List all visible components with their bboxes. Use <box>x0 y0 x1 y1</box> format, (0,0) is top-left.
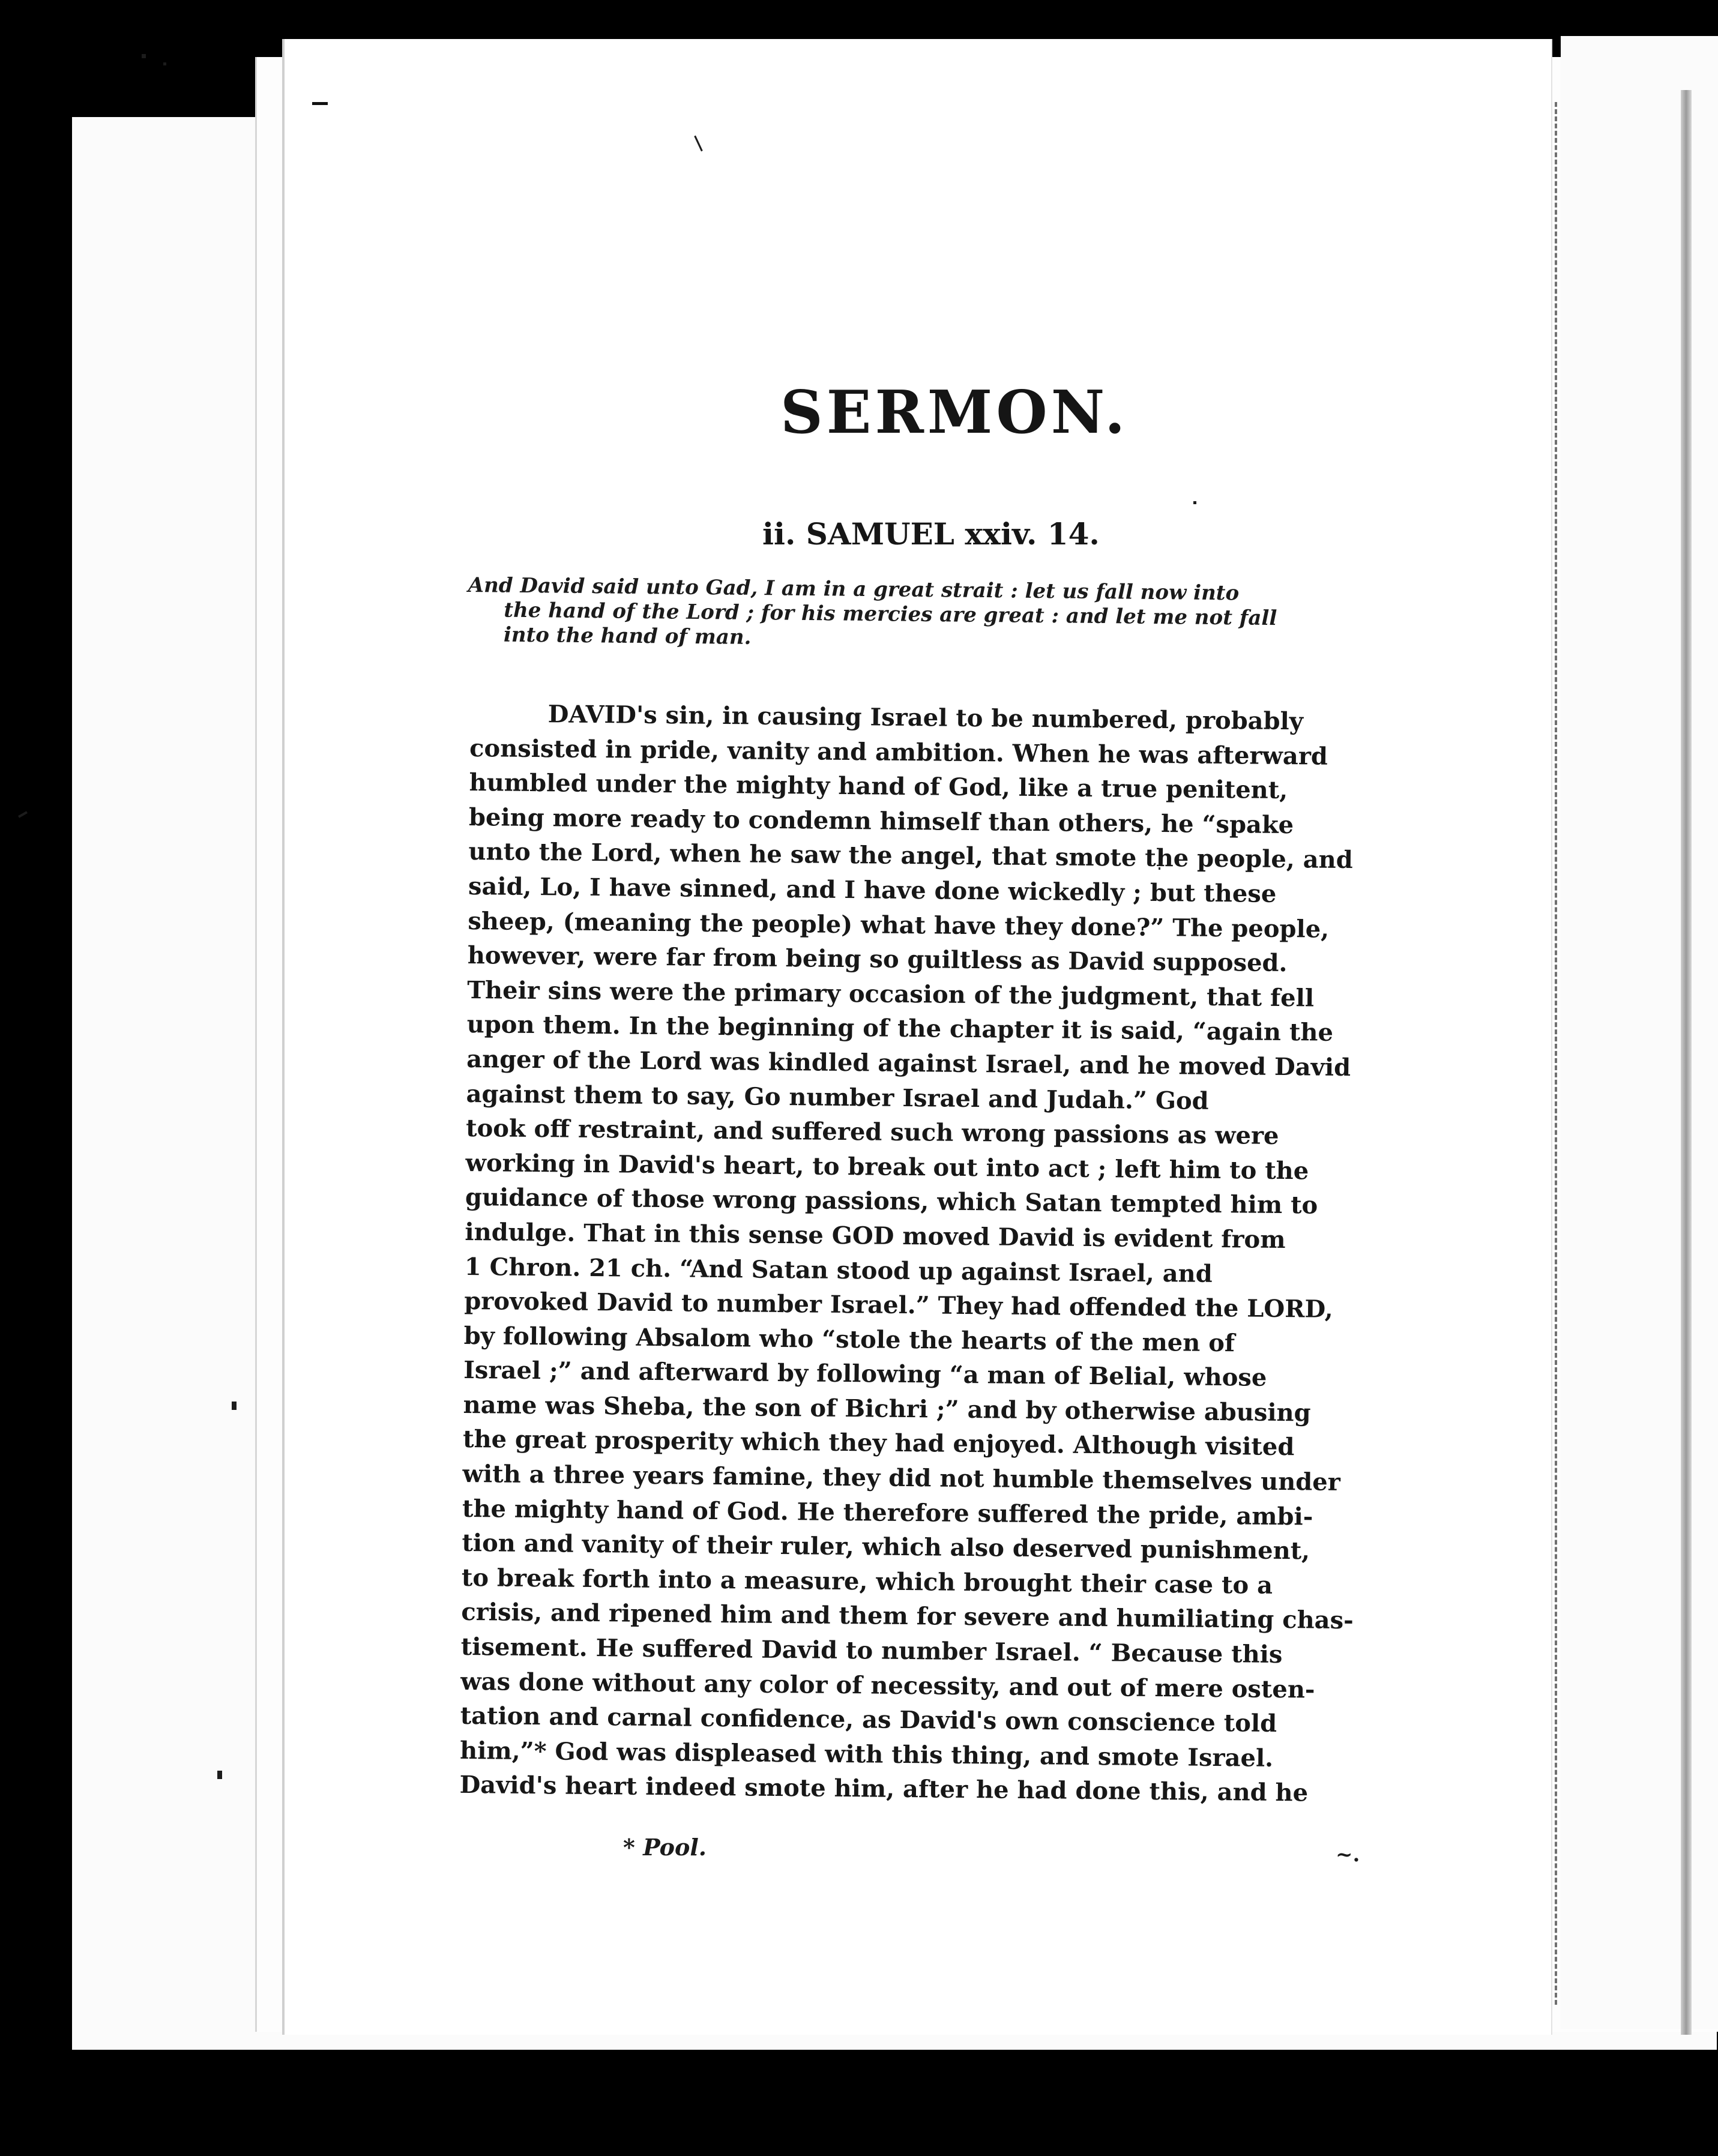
body-line: was done without any color of necessity, and out of mere osten- <box>460 1667 1315 1704</box>
body-line: said, Lo, I have sinned, and I have done wickedly ; but these <box>468 872 1277 908</box>
body-line: however, were far from being so guiltless as David supposed. <box>467 941 1288 978</box>
body-line: David's heart indeed smote him, after he had done this, and he <box>459 1771 1309 1807</box>
epigraph-line: into the hand of man. <box>503 622 752 649</box>
speck <box>18 811 28 818</box>
body-line: against them to say, Go number Israel and Judah.” God <box>466 1079 1209 1115</box>
body-line: by following Absalom who “stole the hearts of the men of <box>463 1321 1235 1357</box>
body-line: took off restraint, and suffered such wrong passions as were <box>465 1114 1279 1151</box>
body-line: tisement. He suffered David to number Israel. “ Because this <box>460 1632 1283 1669</box>
body-line: crisis, and ripened him and them for severe and humiliating chas- <box>461 1598 1354 1635</box>
body-line: being more ready to condemn himself than others, he “spake <box>468 802 1294 839</box>
speck <box>232 1402 237 1410</box>
body-line: him,”* God was displeased with this thing, and smote Israel. <box>459 1736 1274 1772</box>
catchword: ~. <box>1336 1843 1360 1867</box>
body-line: indulge. That in this sense GOD moved David is evident from <box>465 1217 1286 1254</box>
body-line: 1 Chron. 21 ch. “And Satan stood up against Israel, and <box>464 1252 1213 1288</box>
body-line: tion and vanity of their ruler, which also deserved punishment, <box>462 1529 1310 1565</box>
body-line: with a three years famine, they did not humble themselves under <box>462 1460 1341 1497</box>
body-line: sheep, (meaning the people) what have they done?” The people, <box>468 906 1330 944</box>
body-line: the great prosperity which they had enjoyed. Although visited <box>462 1425 1295 1462</box>
body-line: the mighty hand of God. He therefore suffered the pride, ambi- <box>462 1494 1313 1531</box>
body-line: upon them. In the beginning of the chapter it is said, “again the <box>466 1010 1334 1047</box>
body-line: guidance of those wrong passions, which Satan tempted him to <box>465 1183 1318 1220</box>
speck <box>217 1771 222 1779</box>
body-line: unto the Lord, when he saw the angel, that smote the people, and <box>468 837 1353 875</box>
page-title: SERMON. <box>780 378 1129 447</box>
body-line: provoked David to number Israel.” They had offended the LORD, <box>464 1287 1333 1323</box>
adjacent-page-strip <box>1561 36 1718 2029</box>
speck <box>142 54 146 58</box>
scripture-reference: ii. SAMUEL xxiv. 14. <box>762 516 1100 552</box>
fold-line <box>1555 102 1557 2005</box>
body-line: consisted in pride, vanity and ambition. When he was afterward <box>469 733 1328 771</box>
spine-shadow <box>1681 90 1692 2035</box>
body-line: name was Sheba, the son of Bichri ;” and by otherwise abusing <box>463 1390 1311 1427</box>
epigraph-line: And David said unto Gad, I am in a great strait : let us fall now into <box>468 573 1240 606</box>
body-line: anger of the Lord was kindled against Israel, and he moved David <box>466 1044 1351 1082</box>
footnote: * Pool. <box>623 1834 707 1861</box>
body-line: Israel ;” and afterward by following “a man of Belial, whose <box>463 1356 1267 1393</box>
epigraph <box>468 573 1393 657</box>
body-line: tation and carnal confidence, as David's own conscience told <box>460 1702 1277 1738</box>
body-line: Their sins were the primary occasion of the judgment, that fell <box>467 975 1315 1013</box>
body-line: working in David's heart, to break out into act ; left him to the <box>465 1148 1309 1185</box>
epigraph-line: the hand of the Lord ; for his mercies are great : and let me not fall <box>504 598 1277 631</box>
body-line: DAVID's sin, in causing Israel to be numbered, probably <box>547 700 1304 736</box>
body-text <box>459 696 1376 1811</box>
margin-mark <box>312 102 328 105</box>
speck <box>1193 501 1196 504</box>
body-line: to break forth into a measure, which brought their case to a <box>461 1563 1273 1600</box>
body-line: humbled under the mighty hand of God, like a true penitent, <box>469 768 1288 805</box>
speck <box>163 62 166 65</box>
